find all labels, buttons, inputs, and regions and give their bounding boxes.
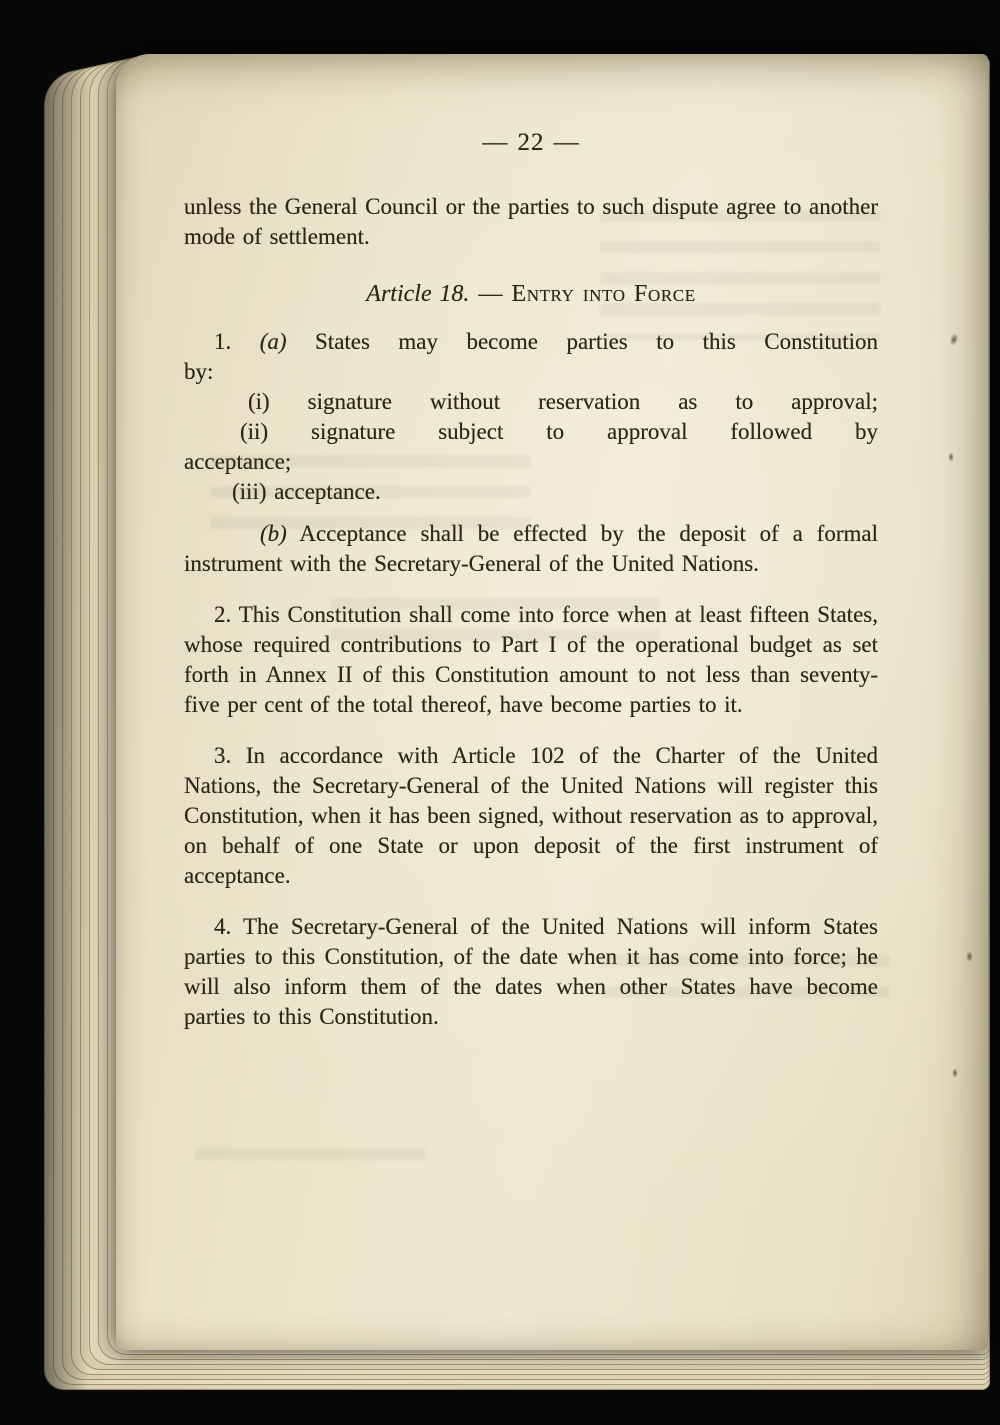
clause-number: 2. bbox=[214, 602, 232, 627]
clause-number: 1. bbox=[214, 329, 232, 354]
list-item-i-line bbox=[184, 387, 878, 417]
clause-2-text: This Constitution shall come into force when at least fifteen States, whose required contributions to Part I of the operational budget as set forth in Annex II of this Constitution amount to not less than seventy-five per cent of the total thereof, have become parties to it. bbox=[184, 602, 878, 717]
list-item-ii-line-2: acceptance; bbox=[184, 449, 292, 474]
item-marker: (ii) bbox=[240, 419, 269, 444]
clause-2 bbox=[184, 600, 878, 720]
article-heading bbox=[184, 279, 878, 309]
sub-clause-label-a: (a) bbox=[259, 329, 287, 354]
article-number: Article 18. bbox=[366, 281, 470, 307]
clause-4 bbox=[184, 912, 878, 1032]
clause-number: 3. bbox=[214, 743, 232, 768]
article-title: Entry into Force bbox=[511, 281, 696, 307]
list-item-iii-line bbox=[184, 477, 878, 507]
clause-3 bbox=[184, 741, 878, 891]
page-number: — 22 — bbox=[482, 129, 580, 156]
continuation-paragraph: unless the General Council or the parties to such dispute agree to another mode of settlement. bbox=[184, 194, 878, 249]
clause-3-text: In accordance with Article 102 of the Charter of the United Nations, the Secretary-General of the United Nations will register this Constitution, when it has been signed, without reservation as to approval, on behalf of one State or upon deposit of the first instrument of acceptance. bbox=[184, 743, 878, 888]
book-page bbox=[116, 54, 988, 1350]
item-marker: (iii) bbox=[232, 479, 267, 504]
heading-dash: — bbox=[478, 281, 503, 307]
clause-1-item-list bbox=[184, 387, 878, 507]
clause-1 bbox=[184, 327, 878, 387]
sub-clause-b-text: Acceptance shall be effected by the deposit of a formal instrument with the Secretary-General of the United Nations. bbox=[184, 521, 878, 576]
clause-1-line-1 bbox=[184, 327, 878, 357]
clause-1-line-2: by: bbox=[184, 359, 214, 384]
item-marker: (i) bbox=[248, 389, 270, 414]
item-text: signature subject to approval followed by bbox=[311, 419, 878, 444]
clause-4-text: The Secretary-General of the United Nations will inform States parties to this Constitution, of the date when it has come into force; he will also inform them of the dates when other States have become parties to this Constitution. bbox=[184, 914, 878, 1029]
list-item-iii bbox=[184, 477, 878, 507]
sub-clause-label-b: (b) bbox=[260, 521, 287, 546]
item-text: acceptance. bbox=[274, 479, 381, 504]
list-item-ii-line-1 bbox=[184, 417, 878, 447]
clause-1-text: States may become parties to this Constitution bbox=[315, 329, 879, 354]
clause-number: 4. bbox=[214, 914, 232, 939]
sub-clause-b bbox=[184, 519, 878, 579]
list-item-ii bbox=[184, 417, 878, 477]
list-item-i bbox=[184, 387, 878, 417]
item-text: signature without reservation as to approval; bbox=[307, 389, 878, 414]
